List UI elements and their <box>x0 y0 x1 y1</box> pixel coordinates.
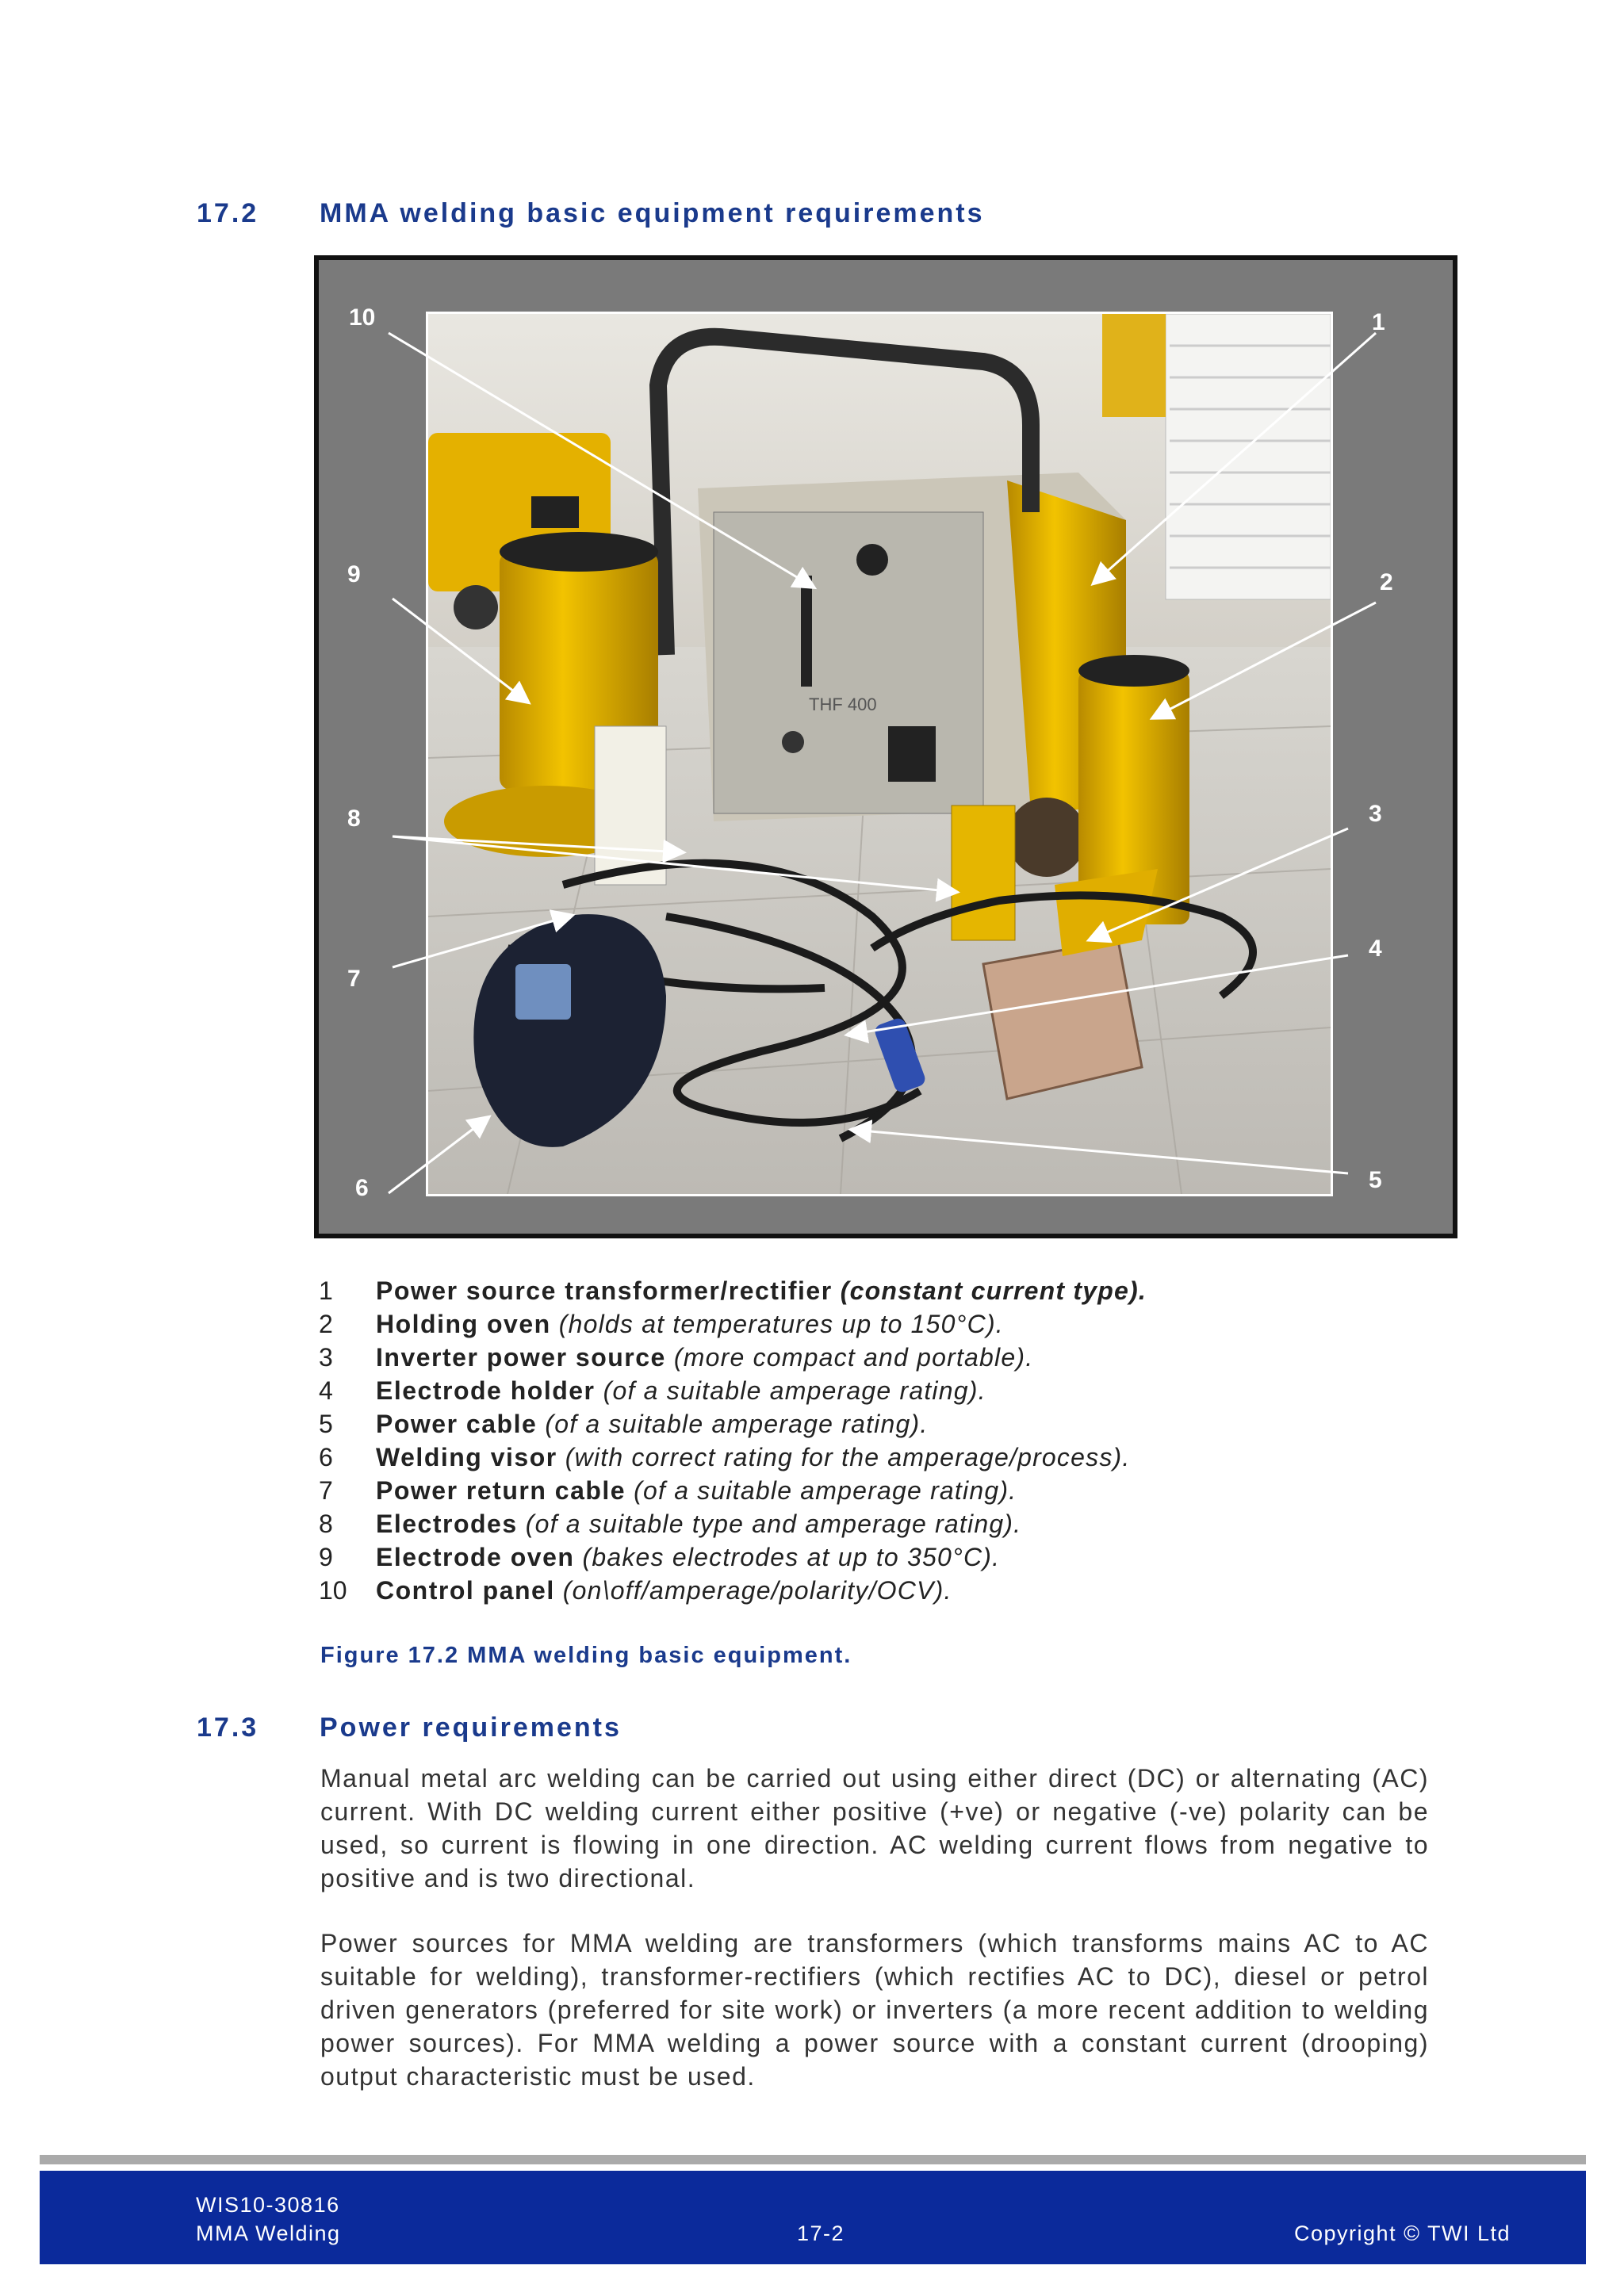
legend-number: 7 <box>319 1476 333 1505</box>
callout-arrow-1 <box>1094 333 1376 583</box>
callout-arrow-9 <box>393 599 527 702</box>
legend-description: (more compact and portable). <box>665 1343 1034 1372</box>
callout-label-10: 10 <box>349 304 376 331</box>
legend-term: Electrode holder <box>376 1376 596 1405</box>
body-paragraph: Power sources for MMA welding are transformers (which transforms mains AC to AC suitable for welding), transformer-rectifiers (which rectifies AC to DC), diesel or petrol driven generators (preferred for site work) or inverters (a more recent addition to welding power sources). For MMA welding a power source with a constant current (drooping) output characteristic must be used. <box>320 1929 1429 2091</box>
legend-number: 8 <box>319 1510 333 1538</box>
page-footer <box>40 2171 1586 2264</box>
legend-number: 9 <box>319 1543 333 1571</box>
legend-term: Welding visor <box>376 1443 557 1471</box>
figure-caption: Figure 17.2 MMA welding basic equipment. <box>320 1643 852 1668</box>
callout-arrow-5 <box>852 1130 1348 1173</box>
body-paragraph: Manual metal arc welding can be carried out using either direct (DC) or alternating (AC) current. With DC welding current either positive (+ve) or negative (-ve) polarity can be used, so current is flowing in one direction. AC welding current flows from negative to positive and is two directional. <box>320 1764 1429 1892</box>
callout-arrow-8b <box>393 836 956 892</box>
callout-arrow-3 <box>1090 828 1348 939</box>
legend-term: Power source transformer/rectifier <box>376 1276 833 1305</box>
legend-number: 3 <box>319 1343 333 1372</box>
callout-label-9: 9 <box>347 561 361 587</box>
callout-label-8: 8 <box>347 806 361 832</box>
legend-term: Holding oven <box>376 1310 551 1338</box>
callout-label-4: 4 <box>1369 936 1382 962</box>
callout-label-7: 7 <box>347 966 361 992</box>
footer-page-number: 17-2 <box>797 2221 845 2245</box>
legend-number: 5 <box>319 1410 333 1438</box>
legend-term: Power return cable <box>376 1476 626 1505</box>
section-number: 17.3 <box>197 1712 259 1743</box>
footer-copyright: Copyright © TWI Ltd <box>1294 2221 1511 2245</box>
callout-label-3: 3 <box>1369 801 1382 827</box>
callout-arrow-6 <box>389 1118 488 1193</box>
legend-term: Electrodes <box>376 1510 518 1538</box>
callout-arrow-4 <box>848 955 1348 1035</box>
legend-number: 1 <box>319 1276 333 1305</box>
legend-term: Power cable <box>376 1410 538 1438</box>
callout-label-1: 1 <box>1372 309 1385 335</box>
callout-label-2: 2 <box>1380 569 1393 595</box>
callout-label-5: 5 <box>1369 1167 1382 1193</box>
legend-term: Electrode oven <box>376 1543 575 1571</box>
legend-number: 2 <box>319 1310 333 1338</box>
footer-rule <box>40 2155 1586 2164</box>
footer-doc-title: MMA Welding <box>196 2221 341 2245</box>
legend-term: Inverter power source <box>376 1343 666 1372</box>
legend-description: (on\off/amperage/polarity/OCV). <box>554 1576 952 1605</box>
legend-number: 6 <box>319 1443 333 1471</box>
legend-description: (with correct rating for the amperage/process). <box>557 1443 1131 1471</box>
legend-description: (holds at temperatures up to 150°C). <box>550 1310 1004 1338</box>
legend-description: (constant current type). <box>832 1276 1147 1305</box>
footer-doc-code: WIS10-30816 <box>196 2193 340 2217</box>
section-number: 17.2 <box>197 198 259 228</box>
callout-arrow-2 <box>1154 603 1376 718</box>
callout-arrow-7 <box>393 916 571 967</box>
legend-term: Control panel <box>376 1576 555 1605</box>
callout-arrow-10 <box>389 333 813 587</box>
callout-label-6: 6 <box>355 1175 369 1201</box>
legend-number: 4 <box>319 1376 333 1405</box>
legend-description: (bakes electrodes at up to 350°C). <box>574 1543 1001 1571</box>
legend-description: (of a suitable amperage rating). <box>537 1410 929 1438</box>
section-title: Power requirements <box>320 1712 622 1743</box>
section-title: MMA welding basic equipment requirements <box>320 198 985 228</box>
legend-description: (of a suitable amperage rating). <box>626 1476 1017 1505</box>
legend-number: 10 <box>319 1576 347 1605</box>
legend-description: (of a suitable amperage rating). <box>595 1376 986 1405</box>
legend-description: (of a suitable type and amperage rating). <box>517 1510 1022 1538</box>
machine-model-marking: THF 400 <box>809 695 877 714</box>
